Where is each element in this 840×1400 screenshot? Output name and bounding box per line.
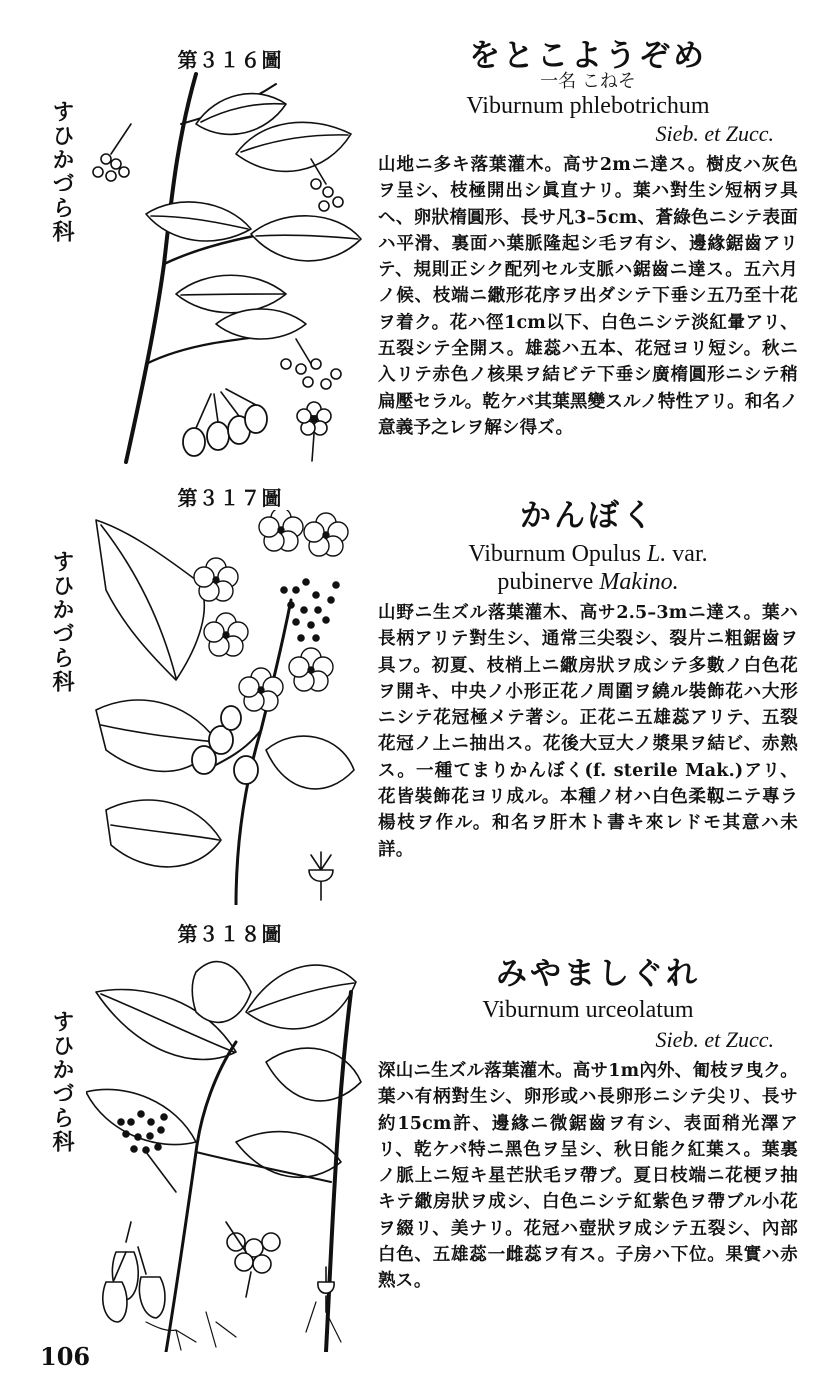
page-number: 106 <box>40 1342 91 1371</box>
family-label: すひかづら科 <box>49 550 75 694</box>
illustration-viburnum-opulus <box>86 510 356 905</box>
author-citation: Makino. <box>599 569 679 595</box>
japanese-name: をとこようぞめ <box>469 38 707 74</box>
latin-epithet: pubinerve <box>497 569 594 595</box>
figure-label: 第３１８圖 <box>177 922 283 946</box>
latin-author: L. <box>646 541 667 567</box>
family-label: すひかづら科 <box>49 100 75 244</box>
description-text: 山地ニ多キ落葉灌木。高サ2mニ達ス。樹皮ハ灰色ヲ呈シ、枝極開出シ眞直ナリ。葉ハ對生シ短柄ヲ具ヘ、卵狀楕圓形、長サ凡3–5cm、蒼綠色ニシテ表面ハ平滑、裏面ハ葉脈隆起シ毛ヲ有シ、邊緣鋸齒アリテ、規則正シク配列セル支脈ハ鋸齒ニ達ス。五六月ノ候、枝端ニ繖形花序ヲ出ダシテ下垂シ五乃至十花ヲ着ク。花ハ徑1cm以下、白色ニシテ淡紅暈アリ、五裂シテ全開ス。雄蕊ハ五本、花冠ヨリ短シ。秋ニ入リテ赤色ノ核果ヲ結ビテ下垂シ廣楕圓形ニシテ稍扁壓セラル。乾ケバ其葉黑變スルノ特性アリ。和名ノ意義予之レヲ解シ得ズ。 <box>378 155 798 438</box>
latin-var: var. <box>672 541 708 567</box>
entry-318 <box>0 910 840 1340</box>
illustration-viburnum-urceolatum <box>86 952 366 1352</box>
author-citation: Sieb. et Zucc. <box>655 121 774 146</box>
alternate-name: 一名 こねそ <box>540 71 636 92</box>
latin-name <box>378 540 798 568</box>
entry-317 <box>0 470 840 910</box>
illustration-viburnum-phlebotrichum <box>86 64 366 464</box>
description-text: 深山ニ生ズル落葉灌木。高サ1m內外、匍枝ヲ曳ク。葉ハ有柄對生シ、卵形或ハ長卵形ニシテ尖リ、長サ約15cm許、邊緣ニ微鋸齒ヲ有シ、表面稍光澤アリ、乾ケバ特ニ黑色ヲ呈シ、秋日能ク紅葉ス。葉裏ノ脈上ニ短キ星芒狀毛ヲ帶ブ。夏日枝端ニ花梗ヲ抽キテ繖房狀ヲ成シ、白色ニシテ紅紫色ヲ帶ブル小花ヲ綴リ、美ナリ。花冠ハ壺狀ヲ成シテ五裂シ、內部白色、五雄蕊一雌蕊ヲ有ス。子房ハ下位。果實ハ赤熟ス。 <box>378 1061 798 1292</box>
latin-name-line2 <box>378 568 798 596</box>
figure-label: 第３１６圖 <box>177 48 283 72</box>
author-citation: Sieb. et Zucc. <box>655 1027 774 1052</box>
entry-text <box>378 956 798 1295</box>
entry-text <box>378 38 798 462</box>
latin-binomial: Viburnum Opulus <box>468 541 641 567</box>
family-label: すひかづら科 <box>49 1010 75 1154</box>
entry-316 <box>0 0 840 470</box>
figure-label: 第３１７圖 <box>177 486 283 510</box>
japanese-name: かんぼく <box>520 498 656 534</box>
latin-name: Viburnum phlebotrichum <box>466 93 710 119</box>
japanese-name: みやましぐれ <box>496 956 700 992</box>
description-text: 山野ニ生ズル落葉灌木、高サ2.5–3mニ達ス。葉ハ長柄アリテ對生シ、通常三尖裂シ、裂片ニ粗鋸齒ヲ具フ。初夏、枝梢上ニ繖房狀ヲ成シテ多數ノ白色花ヲ開キ、中央ノ小形正花ノ周圍ヲ繞ル裝飾花ハ大形ニシテ花冠極メテ著シ。正花ニ五雄蕊アリテ、五裂花冠ノ上ニ抽出ス。花後大豆大ノ漿果ヲ結ビ、赤熟ス。一種てまりかんぼく(f. sterile Mak.)アリ、花皆裝飾花ヨリ成ル。本種ノ材ハ白色柔靱ニテ專ラ楊枝ヲ作ル。和名ヲ肝木ト書キ來レドモ其意ハ未詳。 <box>378 603 798 860</box>
entry-text <box>378 498 798 863</box>
latin-name: Viburnum urceolatum <box>482 997 694 1023</box>
